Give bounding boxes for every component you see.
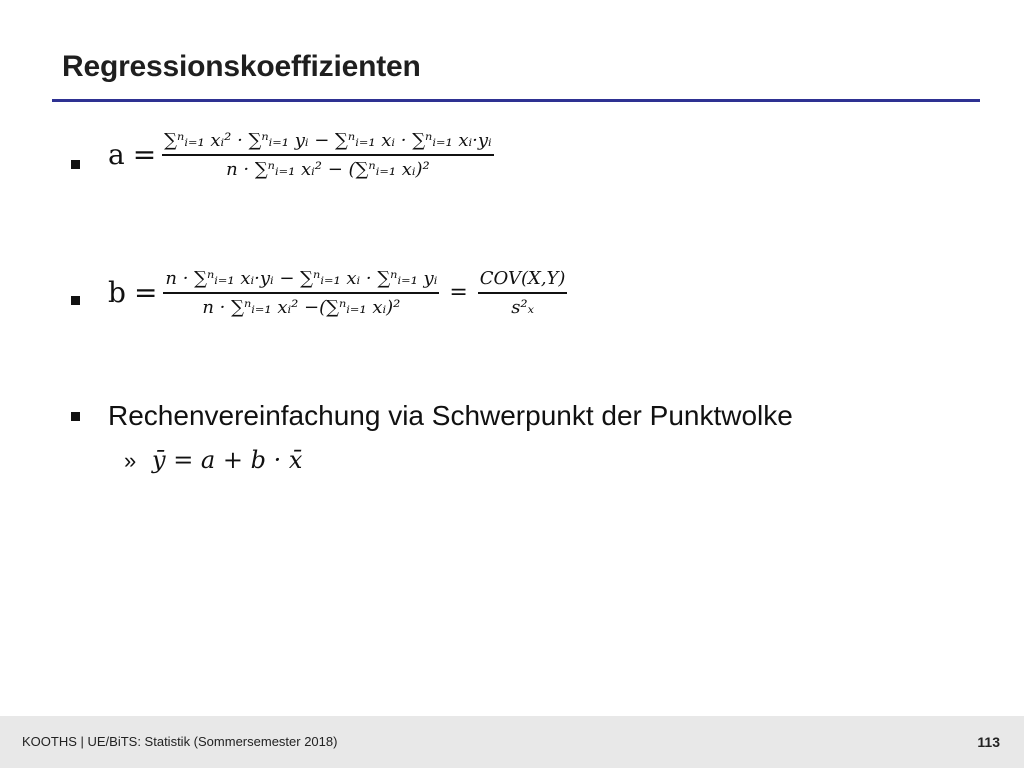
footer-bar — [0, 716, 1024, 768]
formula-a-equals: = — [132, 138, 157, 172]
bullet-square-b — [71, 296, 80, 305]
sub-bullet-marker: » — [124, 448, 137, 473]
page-number: 113 — [977, 734, 1000, 750]
formula-b-numerator: n · ∑ⁿᵢ₌₁ xᵢ·yᵢ − ∑ⁿᵢ₌₁ xᵢ · ∑ⁿᵢ₌₁ yᵢ — [165, 268, 438, 289]
formula-b — [108, 268, 567, 318]
formula-b-fraction — [163, 268, 439, 318]
formula-a-fraction — [162, 130, 494, 180]
formula-b-mid-equals: = — [449, 280, 468, 306]
bullet-square-a — [71, 160, 80, 169]
slide-title: Regressionskoeffizienten — [62, 50, 421, 83]
bullet-square-text — [71, 412, 80, 421]
centroid-formula: ȳ = a + b · x̄ — [152, 446, 303, 474]
formula-a-denominator: n · ∑ⁿᵢ₌₁ xᵢ² − (∑ⁿᵢ₌₁ xᵢ)² — [226, 158, 430, 180]
formula-a-numerator: ∑ⁿᵢ₌₁ xᵢ² · ∑ⁿᵢ₌₁ yᵢ − ∑ⁿᵢ₌₁ xᵢ · ∑ⁿᵢ₌₁ xᵢ·yᵢ — [164, 130, 492, 151]
formula-b-name: b — [108, 276, 126, 310]
title-underline — [52, 99, 980, 102]
footer-text: KOOTHS | UE/BiTS: Statistik (Sommersemester 2018) — [22, 734, 338, 749]
bullet-text: Rechenvereinfachung via Schwerpunkt der Punktwolke — [108, 400, 793, 431]
covariance-numerator: COV(X,Y) — [479, 268, 566, 289]
formula-b-denominator: n · ∑ⁿᵢ₌₁ xᵢ² −(∑ⁿᵢ₌₁ xᵢ)² — [202, 296, 401, 318]
covariance-fraction — [478, 268, 568, 318]
formula-a-name: a — [108, 138, 125, 172]
formula-a — [108, 130, 494, 180]
covariance-denominator: s²ₓ — [511, 296, 535, 318]
formula-b-equals: = — [133, 276, 158, 310]
